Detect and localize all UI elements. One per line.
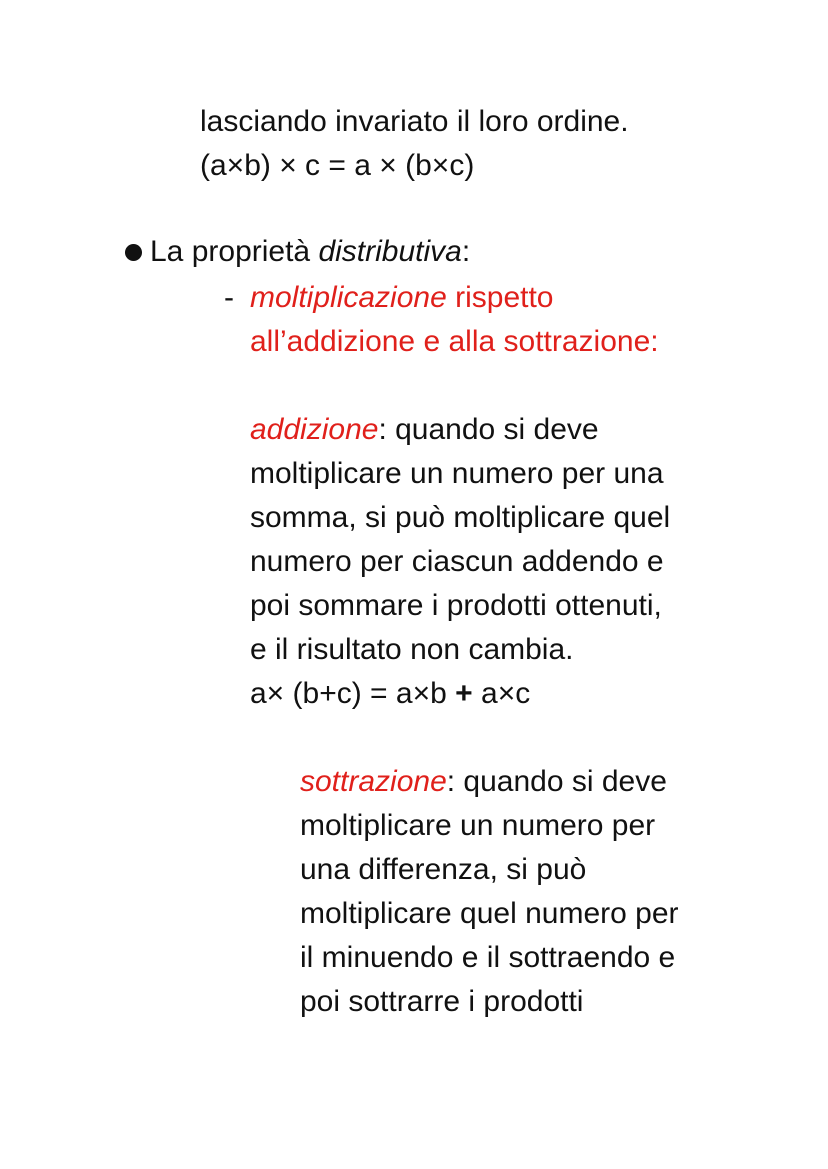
heading-prefix: La proprietà [150,235,319,268]
sub-item-title-line2: all’addizione e alla sottrazione: [250,325,659,358]
subtraction-line: poi sottrarre i prodotti [300,985,584,1018]
addition-term: addizione [250,413,379,446]
subtraction-term: sottrazione [300,765,447,798]
sub-item-term: moltiplicazione [250,281,447,314]
subtraction-line: il minuendo e il sottraendo e [300,941,676,974]
addition-formula-right: a×c [472,677,531,710]
addition-line: e il risultato non cambia. [250,633,574,666]
addition-line: somma, si può moltiplicare quel [250,501,671,534]
addition-line: moltiplicare un numero per una [250,457,664,490]
subtraction-first-line [300,760,667,804]
subtraction-line: una differenza, si può [300,853,587,886]
sub-item-dash: - [224,281,234,314]
addition-formula-left: a× (b+c) = a×b [250,677,456,710]
subtraction-line: moltiplicare un numero per [300,809,656,842]
associative-formula: (a×b) × c = a × (b×c) [200,149,475,182]
bullet-icon [125,244,142,261]
subtraction-line: moltiplicare quel numero per [300,897,679,930]
addition-line: poi sommare i prodotti ottenuti, [250,589,662,622]
distributive-heading [150,230,470,274]
addition-first-line [250,408,599,452]
intro-text-line: lasciando invariato il loro ordine. [200,105,629,138]
addition-line: numero per ciascun addendo e [250,545,664,578]
addition-colon-rest: : quando si deve [378,413,599,446]
sub-item-title [250,276,553,320]
heading-suffix: : [461,235,471,268]
addition-formula [250,672,530,716]
addition-formula-plus: + [455,677,473,710]
subtraction-colon-rest: : quando si deve [446,765,667,798]
sub-item-rest: rispetto [446,281,554,314]
heading-term: distributiva [318,235,462,268]
